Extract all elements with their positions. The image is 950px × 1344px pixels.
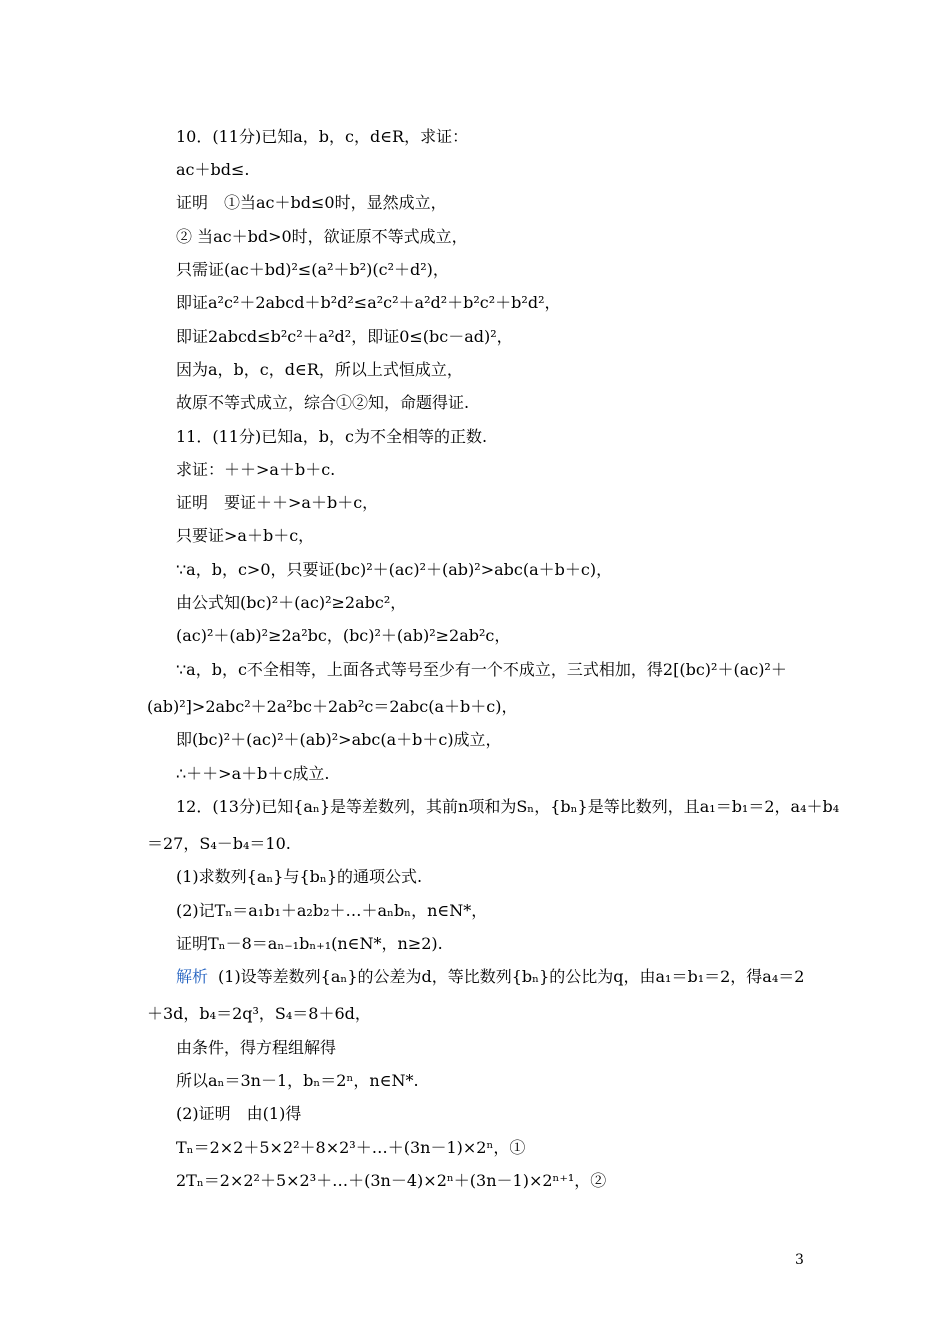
line-23: (1)求数列{aₙ}与{bₙ}的通项公式. <box>176 867 423 886</box>
line-29: 所以aₙ＝3n－1，bₙ＝2ⁿ，n∈N*. <box>176 1071 419 1090</box>
line-20: ∴＋＋>a＋b＋c成立. <box>176 764 330 783</box>
line-01: 10．(11分)已知a，b，c，d∈R，求证： <box>176 127 469 146</box>
line-30: (2)证明 由(1)得 <box>176 1104 302 1123</box>
page-number: 3 <box>795 1252 804 1268</box>
line-17: ∵a，b，c不全相等，上面各式等号至少有一个不成立，三式相加，得2[(bc)²＋(ac)²＋ <box>176 660 787 679</box>
line-25: 证明Tₙ－8＝aₙ₋₁bₙ₊₁(n∈N*，n≥2). <box>176 934 443 953</box>
line-18: (ab)²]>2abc²＋2a²bc＋2ab²c＝2abc(a＋b＋c)， <box>147 697 518 716</box>
line-27: ＋3d，b₄＝2q³，S₄＝8＋6d， <box>147 1004 371 1023</box>
line-24: (2)记Tₙ＝a₁b₁＋a₂b₂＋…＋aₙbₙ，n∈N*， <box>176 901 488 920</box>
jiexi-text: (1)设等差数列{aₙ}的公差为d，等比数列{bₙ}的公比为q，由a₁＝b₁＝2，得a₄＝2 <box>218 967 805 986</box>
line-05: 只需证(ac＋bd)²≤(a²＋b²)(c²＋d²)， <box>176 260 449 279</box>
line-06: 即证a²c²＋2abcd＋b²d²≤a²c²＋a²d²＋b²c²＋b²d²， <box>176 293 561 312</box>
line-08: 因为a，b，c，d∈R，所以上式恒成立， <box>176 360 463 379</box>
line-28: 由条件，得方程组解得 <box>176 1038 337 1057</box>
line-12: 证明 要证＋＋>a＋b＋c， <box>176 493 379 512</box>
line-19: 即(bc)²＋(ac)²＋(ab)²>abc(a＋b＋c)成立， <box>176 730 502 749</box>
line-26 <box>176 966 804 988</box>
line-21: 12．(13分)已知{aₙ}是等差数列，其前n项和为Sₙ，{bₙ}是等比数列，且a₁＝b₁＝2，a₄＋b₄ <box>176 797 840 816</box>
line-04: ② 当ac＋bd>0时，欲证原不等式成立， <box>176 227 468 246</box>
line-14: ∵a，b，c>0，只要证(bc)²＋(ac)²＋(ab)²>abc(a＋b＋c)， <box>176 560 613 579</box>
line-11: 求证：＋＋>a＋b＋c. <box>176 460 336 479</box>
jiexi-label: 解析 <box>176 967 209 986</box>
line-15: 由公式知(bc)²＋(ac)²≥2abc²， <box>176 593 407 612</box>
line-09: 故原不等式成立，综合①②知，命题得证. <box>176 393 470 412</box>
line-31: Tₙ＝2×2＋5×2²＋8×2³＋…＋(3n－1)×2ⁿ，① <box>176 1138 526 1157</box>
line-02: ac＋bd≤. <box>176 160 250 179</box>
line-07: 即证2abcd≤b²c²＋a²d²，即证0≤(bc－ad)²， <box>176 327 513 346</box>
line-16: (ac)²＋(ab)²≥2a²bc，(bc)²＋(ab)²≥2ab²c， <box>176 626 511 645</box>
line-13: 只要证>a＋b＋c， <box>176 526 315 545</box>
line-10: 11．(11分)已知a，b，c为不全相等的正数. <box>176 427 488 446</box>
line-03: 证明 ①当ac＋bd≤0时，显然成立， <box>176 193 447 212</box>
line-22: ＝27，S₄－b₄＝10. <box>147 834 291 853</box>
line-32: 2Tₙ＝2×2²＋5×2³＋…＋(3n－4)×2ⁿ＋(3n－1)×2ⁿ⁺¹，② <box>176 1171 607 1190</box>
